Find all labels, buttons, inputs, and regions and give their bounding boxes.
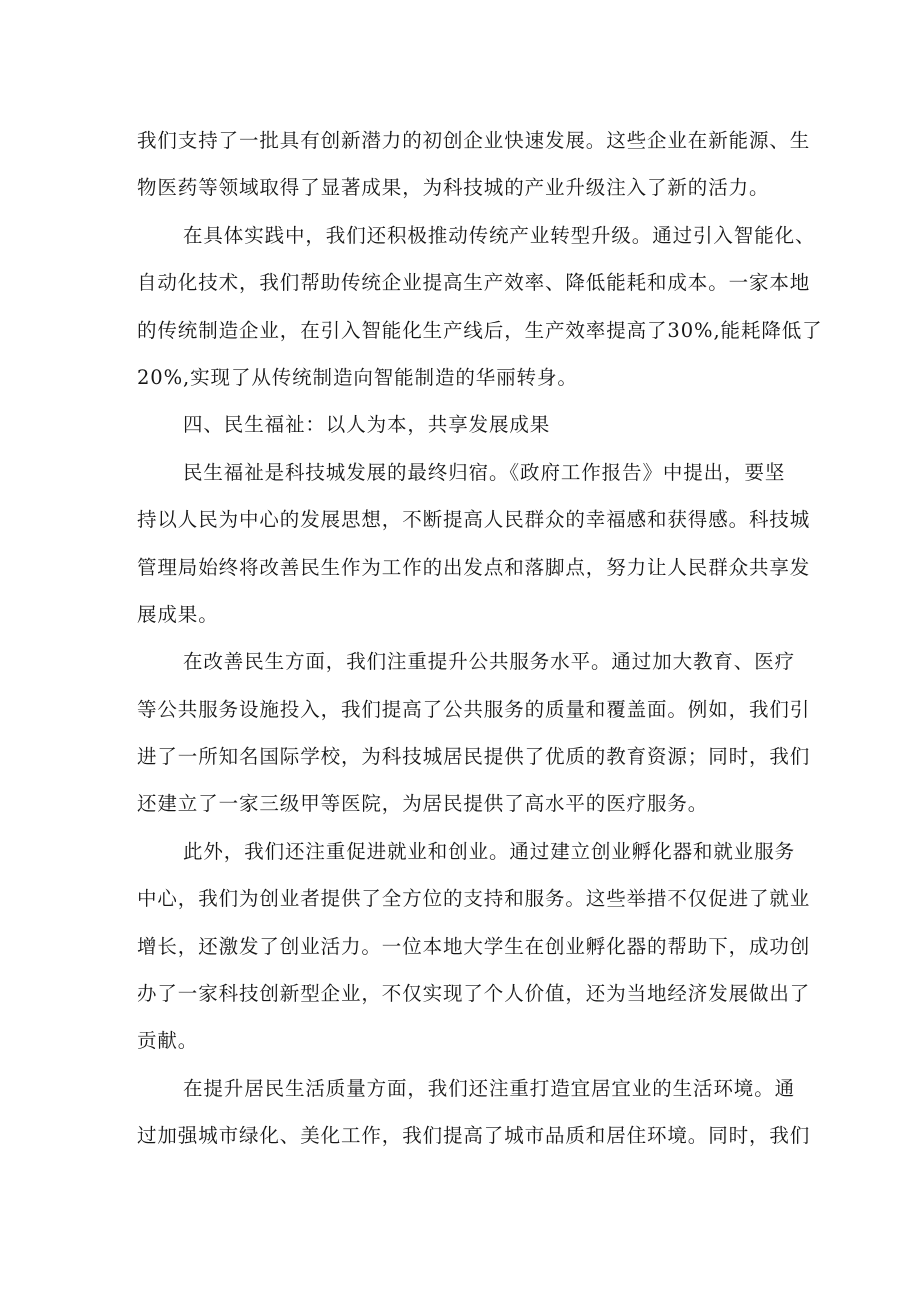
text-line: 自动化技术，我们帮助传统企业提高生产效率、降低能耗和成本。一家本地 [137, 271, 811, 295]
text-line: 持以人民为中心的发展思想，不断提高人民群众的幸福感和获得感。科技城 [137, 508, 811, 532]
section-heading-text: 四、民生福祉：以人为本，共享发展成果 [183, 413, 551, 437]
text-line: 增长，还激发了创业活力。一位本地大学生在创业孵化器的帮助下，成功创 [137, 934, 811, 958]
text-line: 20%,实现了从传统制造向智能制造的华丽转身。 [137, 365, 578, 389]
text-line: 进了一所知名国际学校，为科技城居民提供了优质的教育资源；同时，我们 [137, 745, 811, 769]
text-line: 的传统制造企业，在引入智能化生产线后，生产效率提高了30%,能耗降低了 [137, 318, 823, 342]
paragraph [137, 212, 823, 402]
text-line: 展成果。 [137, 602, 219, 626]
text-line: 物医药等领域取得了显著成果，为科技城的产业升级注入了新的活力。 [137, 176, 770, 200]
text-line: 还建立了一家三级甲等医院，为居民提供了高水平的医疗服务。 [137, 792, 709, 816]
text-line: 此外，我们还注重促进就业和创业。通过建立创业孵化器和就业服务 [183, 839, 796, 863]
paragraph [137, 638, 811, 828]
paragraph [137, 449, 811, 639]
paragraph [137, 828, 811, 1065]
text-line: 过加强城市绿化、美化工作，我们提高了城市品质和居住环境。同时，我们 [137, 1124, 811, 1148]
text-line: 中心，我们为创业者提供了全方位的支持和服务。这些举措不仅促进了就业 [137, 887, 811, 911]
text-line: 在具体实践中，我们还积极推动传统产业转型升级。通过引入智能化、 [183, 223, 816, 247]
text-line: 民生福祉是科技城发展的最终归宿。《政府工作报告》中提出，要坚 [183, 460, 786, 484]
paragraph [137, 1065, 811, 1160]
text-line: 我们支持了一批具有创新潜力的初创企业快速发展。这些企业在新能源、生 [137, 129, 811, 152]
text-line: 管理局始终将改善民生作为工作的出发点和落脚点，努力让人民群众共享发 [137, 555, 811, 579]
paragraph [137, 117, 811, 212]
text-line: 等公共服务设施投入，我们提高了公共服务的质量和覆盖面。例如，我们引 [137, 697, 811, 721]
text-line: 贡献。 [137, 1029, 199, 1053]
document-body [137, 117, 823, 1160]
text-line: 在改善民生方面，我们注重提升公共服务水平。通过加大教育、医疗 [183, 650, 796, 674]
text-line: 在提升居民生活质量方面，我们还注重打造宜居宜业的生活环境。通 [183, 1076, 796, 1100]
section-heading [137, 401, 791, 448]
text-line: 办了一家科技创新型企业，不仅实现了个人价值，还为当地经济发展做出了 [137, 982, 811, 1006]
